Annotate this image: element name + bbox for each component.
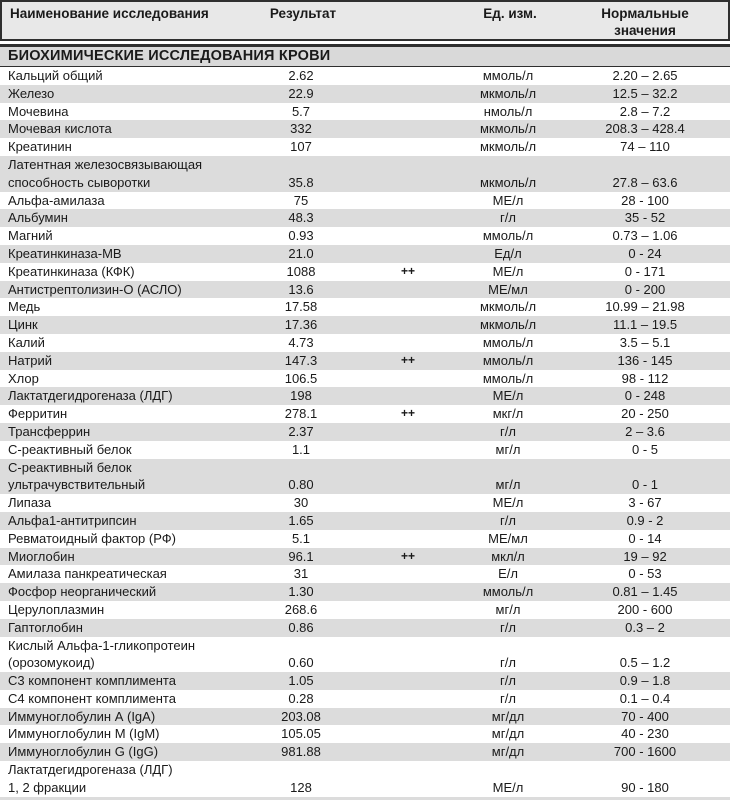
test-name: Магний [8, 228, 53, 244]
test-name: Лактатдегидрогеназа (ЛДГ) 1, 2 фракции [8, 762, 173, 795]
test-name: Альбумин [8, 210, 68, 226]
test-name: С4 компонент комплимента [8, 690, 176, 706]
test-result: 0.28 [288, 690, 314, 706]
test-units: мкмоль/л [479, 85, 537, 101]
table-row [0, 103, 730, 121]
test-result: 2.62 [288, 68, 314, 83]
test-normal-range: 2 – 3.6 [625, 423, 665, 439]
test-units: мг/дл [491, 708, 525, 724]
test-name: Церулоплазмин [8, 601, 105, 617]
test-units: Ед/л [494, 245, 522, 261]
test-name: Цинк [8, 317, 38, 333]
table-row [0, 156, 730, 192]
test-result: 5.1 [291, 530, 311, 546]
test-units: г/л [500, 210, 516, 226]
test-normal-range: 10.99 – 21.98 [605, 299, 685, 315]
table-row [0, 761, 730, 797]
table-row [0, 263, 730, 281]
test-normal-range: 40 - 230 [621, 726, 669, 742]
test-name: Мочевина [8, 103, 69, 119]
test-normal-range: 11.1 – 19.5 [612, 317, 678, 333]
test-units: ммоль/л [482, 352, 534, 368]
test-result: 17.36 [284, 317, 318, 333]
test-normal-range: 200 - 600 [617, 601, 673, 617]
test-result: 2.37 [288, 423, 314, 439]
table-row [0, 743, 730, 761]
column-header-normal-line2: значения [614, 23, 676, 38]
test-units: мкмоль/л [479, 139, 537, 155]
test-name: Иммуноглобулин А (IgA) [8, 708, 156, 724]
test-result: 1.1 [291, 441, 311, 457]
column-header-units: Ед. изм. [483, 6, 537, 21]
test-name: С-реактивный белок [8, 441, 132, 457]
test-name: Креатинкиназа (КФК) [8, 263, 135, 279]
table-row [0, 494, 730, 512]
test-units: мкг/л [492, 406, 524, 422]
table-row [0, 352, 730, 370]
test-normal-range: 0 - 14 [628, 530, 662, 546]
table-row [0, 423, 730, 441]
test-units: мг/дл [491, 726, 525, 742]
test-abnormal-flag: ++ [400, 406, 415, 421]
test-normal-range: 70 - 400 [621, 708, 669, 724]
test-normal-range: 19 – 92 [623, 548, 667, 564]
test-normal-range: 136 - 145 [617, 352, 673, 368]
test-result: 0.86 [288, 619, 314, 635]
table-row [0, 672, 730, 690]
table-body [0, 67, 730, 797]
test-units: г/л [500, 690, 516, 706]
table-row [0, 209, 730, 227]
test-units: МЕ/л [492, 388, 524, 404]
table-row [0, 245, 730, 263]
table-row [0, 138, 730, 156]
column-header-normal-values [576, 5, 728, 39]
test-result: 1.65 [288, 512, 314, 528]
test-name: Трансферрин [8, 423, 91, 439]
test-result: 332 [290, 121, 312, 137]
table-row [0, 370, 730, 388]
test-name: Иммуноглобулин G (IgG) [8, 744, 159, 760]
table-row [0, 548, 730, 566]
table-row [0, 619, 730, 637]
test-normal-range: 0.1 – 0.4 [619, 690, 671, 706]
test-normal-range: 74 – 110 [620, 139, 670, 155]
test-result: 96.1 [288, 548, 314, 564]
table-row [0, 725, 730, 743]
test-result: 30 [293, 495, 309, 511]
test-normal-range: 2.20 – 2.65 [612, 68, 678, 83]
table-row [0, 441, 730, 459]
test-units: МЕ/л [492, 263, 524, 279]
table-row [0, 405, 730, 423]
test-units: г/л [500, 655, 516, 671]
test-name: Креатинин [8, 139, 72, 155]
test-normal-range: 0 - 24 [628, 245, 662, 261]
test-normal-range: 0.81 – 1.45 [612, 584, 678, 600]
test-units: МЕ/мл [488, 281, 528, 297]
column-header-result: Результат [269, 6, 337, 21]
test-units: мкл/л [491, 548, 525, 564]
test-units: г/л [500, 673, 516, 689]
test-units: г/л [500, 423, 516, 439]
test-normal-range: 35 - 52 [624, 210, 666, 226]
test-normal-range: 0.9 - 2 [626, 512, 664, 528]
test-normal-range: 90 - 180 [621, 779, 669, 795]
test-result: 981.88 [281, 744, 321, 760]
test-name: Альфа1-антитрипсин [8, 512, 137, 528]
test-result: 35.8 [288, 174, 314, 190]
test-name: Ферритин [8, 406, 68, 422]
test-units: Е/л [498, 566, 518, 582]
test-result: 0.93 [288, 228, 314, 244]
test-result: 0.60 [288, 655, 314, 671]
test-normal-range: 27.8 – 63.6 [612, 174, 678, 190]
test-units: мкмоль/л [479, 299, 537, 315]
table-row [0, 530, 730, 548]
test-result: 198 [290, 388, 312, 404]
table-row [0, 298, 730, 316]
test-abnormal-flag: ++ [400, 548, 415, 563]
test-name: Кальций общий [8, 68, 103, 83]
test-units: мкмоль/л [479, 174, 537, 190]
test-result: 107 [290, 139, 312, 155]
test-normal-range: 0.5 – 1.2 [619, 655, 671, 671]
test-name: С3 компонент комплимента [8, 673, 176, 689]
test-units: мг/дл [491, 744, 525, 760]
test-name: Железо [8, 85, 55, 101]
test-units: МЕ/л [492, 779, 524, 795]
test-normal-range: 20 - 250 [621, 406, 669, 422]
table-row [0, 459, 730, 495]
test-name: Иммуноглобулин М (IgM) [8, 726, 160, 742]
test-result: 147.3 [284, 352, 318, 368]
test-normal-range: 2.8 – 7.2 [619, 103, 671, 119]
test-units: мг/л [495, 441, 521, 457]
test-result: 17.58 [284, 299, 318, 315]
test-result: 48.3 [288, 210, 314, 226]
test-result: 5.7 [291, 103, 311, 119]
test-normal-range: 28 - 100 [621, 192, 669, 208]
test-name: Калий [8, 334, 45, 350]
test-normal-range: 0 - 171 [624, 263, 666, 279]
test-result: 1.05 [288, 673, 314, 689]
test-normal-range: 0.9 – 1.8 [619, 673, 671, 689]
test-result: 106.5 [284, 370, 318, 386]
test-units: МЕ/л [492, 192, 524, 208]
test-units: ммоль/л [482, 370, 534, 386]
test-name: Липаза [8, 495, 52, 511]
test-units: МЕ/мл [488, 530, 528, 546]
test-name: Миоглобин [8, 548, 75, 564]
test-name: Ревматоидный фактор (РФ) [8, 530, 176, 546]
test-result: 1088 [286, 263, 316, 279]
test-name: Кислый Альфа-1-гликопротеин (орозомукоид) [8, 637, 196, 671]
table-row [0, 637, 730, 673]
test-name: Латентная железосвязывающая способность сыворотки [8, 156, 203, 190]
test-result: 128 [290, 779, 312, 795]
table-row [0, 334, 730, 352]
table-row [0, 67, 730, 85]
table-row [0, 565, 730, 583]
test-units: нмоль/л [483, 103, 533, 119]
test-units: г/л [500, 619, 516, 635]
test-units: МЕ/л [492, 495, 524, 511]
test-result: 21.0 [288, 245, 314, 261]
section-header-biochemistry: БИОХИМИЧЕСКИЕ ИССЛЕДОВАНИЯ КРОВИ [0, 44, 730, 67]
test-name: Амилаза панкреатическая [8, 566, 167, 582]
test-units: г/л [500, 512, 516, 528]
table-row [0, 85, 730, 103]
test-result: 31 [293, 566, 309, 582]
test-result: 13.6 [288, 281, 314, 297]
test-units: мг/л [495, 601, 521, 617]
test-result: 4.73 [288, 334, 314, 350]
test-result: 0.80 [288, 477, 314, 493]
test-normal-range: 0 - 200 [624, 281, 666, 297]
test-normal-range: 0 - 248 [624, 388, 666, 404]
next-row-cutoff-strip [0, 797, 730, 800]
test-abnormal-flag: ++ [400, 263, 415, 278]
test-normal-range: 3.5 – 5.1 [619, 334, 671, 350]
test-units: ммоль/л [482, 68, 534, 83]
table-row [0, 316, 730, 334]
test-result: 22.9 [288, 85, 314, 101]
test-result: 203.08 [281, 708, 321, 724]
test-name: Фосфор неорганический [8, 584, 157, 600]
table-row [0, 192, 730, 210]
test-normal-range: 98 - 112 [621, 370, 669, 386]
column-header-normal-line1: Нормальные [601, 6, 689, 21]
test-name: Лактатдегидрогеназа (ЛДГ) [8, 388, 173, 404]
test-normal-range: 3 - 67 [628, 495, 662, 511]
table-row [0, 227, 730, 245]
table-row [0, 281, 730, 299]
test-result: 75 [293, 192, 309, 208]
test-name: Натрий [8, 352, 53, 368]
table-row [0, 690, 730, 708]
table-row [0, 583, 730, 601]
test-name: Хлор [8, 370, 39, 386]
test-name: С-реактивный белок ультрачувствительный [8, 459, 146, 493]
test-normal-range: 0.73 – 1.06 [612, 228, 678, 244]
table-row [0, 601, 730, 619]
table-row [0, 387, 730, 405]
test-normal-range: 700 - 1600 [613, 744, 677, 760]
test-name: Медь [8, 299, 41, 315]
test-normal-range: 0 - 5 [631, 441, 658, 457]
test-name: Мочевая кислота [8, 121, 112, 137]
test-units: ммоль/л [482, 334, 534, 350]
test-units: ммоль/л [482, 584, 534, 600]
test-normal-range: 12.5 – 32.2 [612, 85, 678, 101]
test-result: 278.1 [284, 406, 318, 422]
test-normal-range: 208.3 – 428.4 [605, 121, 685, 137]
test-result: 268.6 [284, 601, 318, 617]
table-row [0, 512, 730, 530]
test-name: Креатинкиназа-МВ [8, 245, 122, 261]
column-header-test-name: Наименование исследования [10, 6, 209, 21]
test-units: ммоль/л [482, 228, 534, 244]
test-normal-range: 0.3 – 2 [625, 619, 665, 635]
test-normal-range: 0 - 1 [631, 477, 658, 493]
test-name: Альфа-амилаза [8, 192, 105, 208]
test-name: Гаптоглобин [8, 619, 83, 635]
test-units: мкмоль/л [479, 121, 537, 137]
test-result: 1.30 [288, 584, 314, 600]
table-header-row [0, 0, 730, 41]
test-normal-range: 0 - 53 [628, 566, 662, 582]
test-units: мкмоль/л [479, 317, 537, 333]
table-row [0, 120, 730, 138]
test-result: 105.05 [281, 726, 321, 742]
table-row [0, 708, 730, 726]
test-name: Антистрептолизин-О (АСЛО) [8, 281, 182, 297]
test-units: мг/л [495, 477, 521, 493]
test-abnormal-flag: ++ [400, 352, 415, 367]
